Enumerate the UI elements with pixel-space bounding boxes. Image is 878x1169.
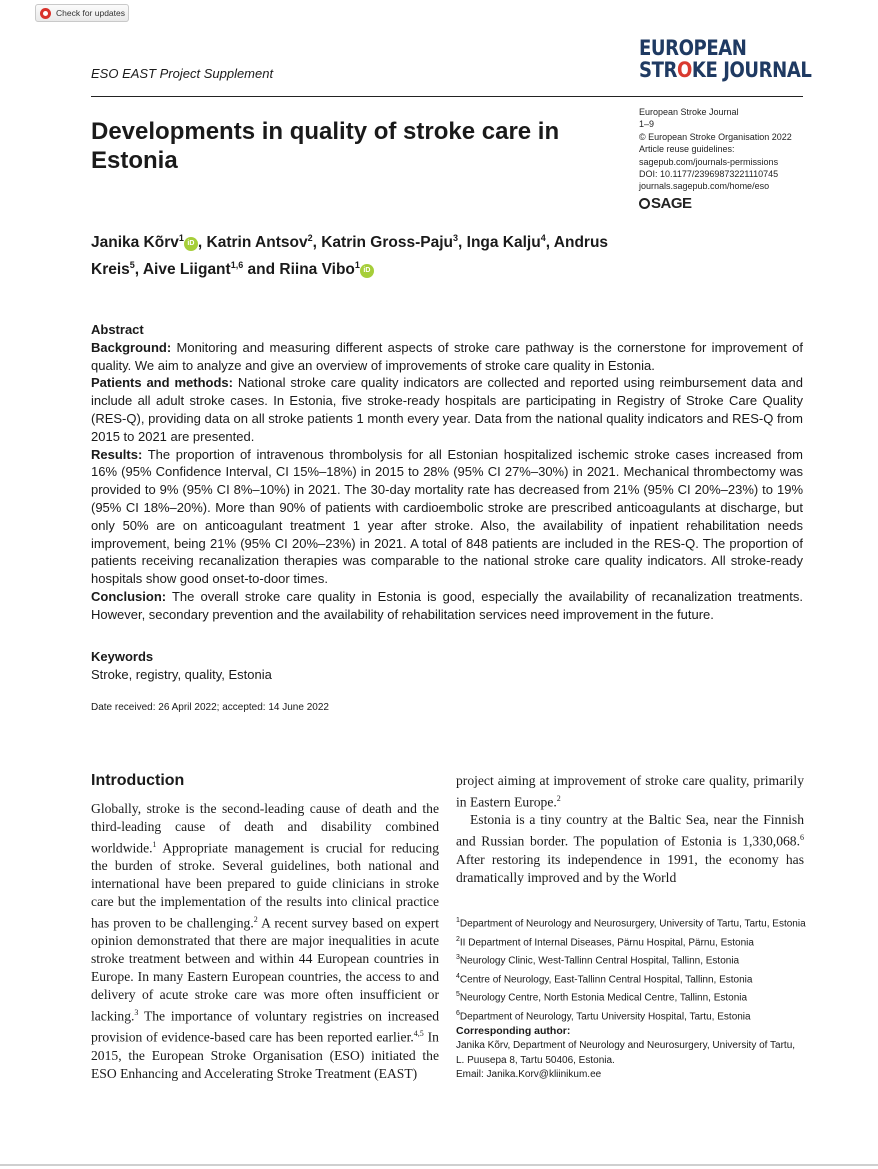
body-text: Globally, stroke is the second-leading cause of death and the third-leading cause of death and disability combined worldwide.: [91, 801, 439, 856]
journal-logo: [639, 37, 811, 81]
author-affiliation-marker: 1,6: [230, 260, 244, 271]
affiliation-number: 1: [456, 917, 460, 924]
abstract-section-label: Background:: [91, 339, 172, 355]
abstract-section-text: The proportion of intravenous thrombolysis for all Estonian hospitalized ischemic stroke cases increased from 16% (95% Confidence Interval, CI 15%–18%) in 2015 to 28% (95% CI 27%–30%) in 2021. Mechanical thrombectomy was provided to 9% (95% CI 8%–10%) in 2021. The 30-day mortality rate has decreased from 21% (95% CI 20%–23%) to 19% (95% CI 18%–20%). More than 90% of patients with cardioembolic stroke are prescribed anticoagulants at discharge, but only 50% are on anticoagulant treatment 1 year after stroke. Also, the availability of inpatient rehabilitation needs improvement, being 21% (95% CI 20%–23%) in 2021. A total of 848 patients are included in the RES-Q. The proportion of patients receiving recanalization therapies was comparable to the national stroke care quality indicators. All stroke-ready hospitals show good onset-to-door times.: [91, 446, 803, 587]
journal-info-line: journals.sagepub.com/home/eso: [639, 181, 770, 192]
affiliation-text: Neurology Clinic, West-Tallinn Central Hospital, Tallinn, Estonia: [459, 955, 740, 967]
abstract-section-label: Results:: [91, 446, 143, 462]
check-for-updates-label: Check for updates: [56, 8, 125, 18]
abstract-section-text: The overall stroke care quality in Estonia is good, especially the availability of recanalization treatments. However, secondary prevention and the availability of rehabilitation services need improvement in the future.: [91, 588, 803, 622]
abstract: [91, 321, 803, 624]
right-column-text: [456, 772, 804, 887]
affiliation-text: II Department of Internal Diseases, Pärnu Hospital, Pärnu, Estonia: [459, 936, 754, 948]
corresponding-author: [456, 1024, 806, 1083]
author-affiliation-marker: 5: [129, 260, 135, 271]
citation-marker: 2: [556, 793, 561, 803]
body-text: project aiming at improvement of stroke care quality, primarily in Eastern Europe.: [456, 773, 804, 810]
affiliation-number: 2: [456, 935, 460, 943]
citation-marker: 1: [152, 839, 157, 849]
affiliation-number: 4: [456, 972, 460, 980]
crossmark-icon: [40, 8, 51, 19]
citation-marker: 3: [134, 1008, 139, 1018]
corresponding-details: [456, 1039, 806, 1083]
citation-marker: 6: [800, 833, 804, 843]
logo-line-2: STROKE JOURNAL: [639, 58, 812, 82]
author-affiliation-marker: 1: [354, 260, 360, 271]
author-name: Katrin Gross-Paju: [321, 234, 453, 252]
affiliation-text: Department of Neurology and Neurosurgery, University of Tartu, Tartu, Estonia: [459, 918, 806, 930]
affiliation-text: Centre of Neurology, East-Tallinn Central Hospital, Tallinn, Estonia: [459, 973, 753, 985]
journal-info-line: European Stroke Journal: [639, 107, 739, 117]
abstract-section-label: Patients and methods:: [91, 375, 233, 391]
affiliation-number: 5: [456, 991, 460, 999]
body-text: Appropriate management is crucial for reducing the burden of stroke. Several guidelines, both national and international have been prepared to guide clinicians in stroke care but the implementation of the results into clinical practice has proven to be challenging.: [91, 840, 439, 931]
intro-paragraph-1: [91, 800, 439, 1083]
affiliation-item: [456, 1006, 806, 1025]
author-affiliation-marker: 2: [307, 233, 313, 243]
journal-info-line: Article reuse guidelines:: [639, 144, 735, 155]
abstract-section: [91, 446, 803, 588]
intro-paragraph-2: [456, 811, 804, 886]
affiliation-item: [456, 969, 806, 988]
author-name: Katrin Antsov: [206, 234, 308, 252]
header-rule: [91, 96, 803, 97]
author-name: Andrus Kreis: [91, 234, 609, 279]
author-affiliation-marker: 1: [178, 233, 184, 243]
keywords-heading: Keywords: [91, 649, 154, 664]
page-bottom-edge: [0, 1164, 878, 1166]
author-affiliation-marker: 4: [540, 233, 546, 243]
body-text: A recent survey based on expert opinion demonstrated that there are major inequalities in acute stroke treatment between and within 44 European countries in Europe. In many Eastern European countries, the access to and delivery of acute stroke care was more often insufficient or lacking.: [91, 915, 439, 1024]
affiliation-item: [456, 987, 806, 1006]
affiliation-item: [456, 950, 806, 969]
orcid-icon[interactable]: iD: [184, 237, 198, 251]
abstract-section: [91, 588, 803, 624]
author-list: Janika Kõrv$^1$iD , Katrin Antsov$^2$, Katrin Gross-Paju$^3$, Inga Kalju$^4$, Andrus Kreis$^5$, Aive Liigant$^{1,6}$ and Riina Vibo$^1$iD: [91, 233, 609, 279]
logo-o: O: [676, 58, 692, 82]
citation-marker: 4,5: [413, 1029, 424, 1039]
abstract-section-text: Monitoring and measuring different aspects of stroke care pathway is the cornerstone for improvement of quality. We aim to analyze and give an overview of improvements of stroke care quality in Estonia.: [91, 339, 803, 373]
introduction-heading: Introduction: [91, 772, 185, 789]
corresponding-line: Email: Janika.Korv@kliinikum.ee: [456, 1069, 602, 1081]
corresponding-heading: Corresponding author:: [456, 1025, 571, 1037]
intro-paragraph-continued: [456, 772, 804, 811]
body-text: In 2015, the European Stroke Organisation (ESO) initiated the ESO Enhancing and Accelerating Stroke Treatment (EAST): [91, 1030, 439, 1081]
affiliation-text: Department of Neurology, Tartu University Hospital, Tartu, Estonia: [459, 1010, 751, 1022]
journal-info: [639, 106, 792, 193]
logo-line-1: EUROPEAN: [639, 36, 747, 60]
abstract-section-label: Conclusion:: [91, 588, 167, 604]
affiliation-number: 3: [456, 954, 460, 962]
journal-info-line: 1–9: [639, 119, 655, 130]
author-name: Riina Vibo: [279, 261, 355, 279]
abstract-section: [91, 374, 803, 445]
abstract-section: [91, 339, 803, 375]
sage-label: SAGE: [651, 195, 692, 212]
check-for-updates-button[interactable]: [35, 4, 129, 22]
sage-logo: [639, 195, 692, 212]
date-received: Date received: 26 April 2022; accepted: 14 June 2022: [91, 702, 329, 713]
journal-info-line: © European Stroke Organisation 2022: [639, 131, 792, 142]
keywords-section: [91, 648, 272, 684]
body-text: Estonia is a tiny country at the Baltic Sea, near the Finnish and Russian border. The population of Estonia is 1,330,068.: [456, 812, 804, 849]
sage-ring-icon: [639, 198, 650, 209]
body-text: The importance of voluntary registries on increased provision of evidence-based care has been reported earlier.: [91, 1008, 439, 1045]
abstract-heading: Abstract: [91, 322, 144, 337]
body-text: After restoring its independence in 1991, the economy has dramatically improved and by the World: [456, 851, 804, 885]
affiliations: [456, 913, 806, 1024]
author-name: Aive Liigant: [142, 261, 231, 279]
article-title: Developments in quality of stroke care in Estonia: [91, 118, 560, 174]
supplement-label: ESO EAST Project Supplement: [91, 66, 274, 81]
journal-info-line: DOI: 10.1177/23969873221110745: [639, 169, 779, 180]
journal-info-line: sagepub.com/journals-permissions: [639, 156, 779, 167]
abstract-section-text: National stroke care quality indicators are collected and reported using reimbursement data and include all adult stroke cases. In Estonia, five stroke-ready hospitals are participating in Registry of Stroke Care Quality (RES-Q), providing data on all stroke patients 1 month every year. Data from the national quality indicators and RES-Q from 2015 to 2021 are presented.: [91, 375, 803, 444]
affiliation-number: 6: [456, 1009, 460, 1017]
corresponding-line: Janika Kõrv, Department of Neurology and Neurosurgery, University of Tartu, L. Puusepa 8, Tartu 50406, Estonia.: [456, 1039, 796, 1066]
affiliation-item: [456, 913, 806, 932]
abstract-body: [91, 339, 803, 624]
orcid-icon[interactable]: iD: [360, 264, 374, 278]
citation-marker: 2: [253, 914, 258, 924]
affiliation-item: [456, 932, 806, 951]
author-affiliation-marker: 3: [453, 233, 459, 243]
author-name: Janika Kõrv: [91, 234, 179, 252]
keywords: Stroke, registry, quality, Estonia: [91, 667, 272, 682]
affiliation-text: Neurology Centre, North Estonia Medical Centre, Tallinn, Estonia: [459, 992, 748, 1004]
author-name: Inga Kalju: [466, 234, 541, 252]
